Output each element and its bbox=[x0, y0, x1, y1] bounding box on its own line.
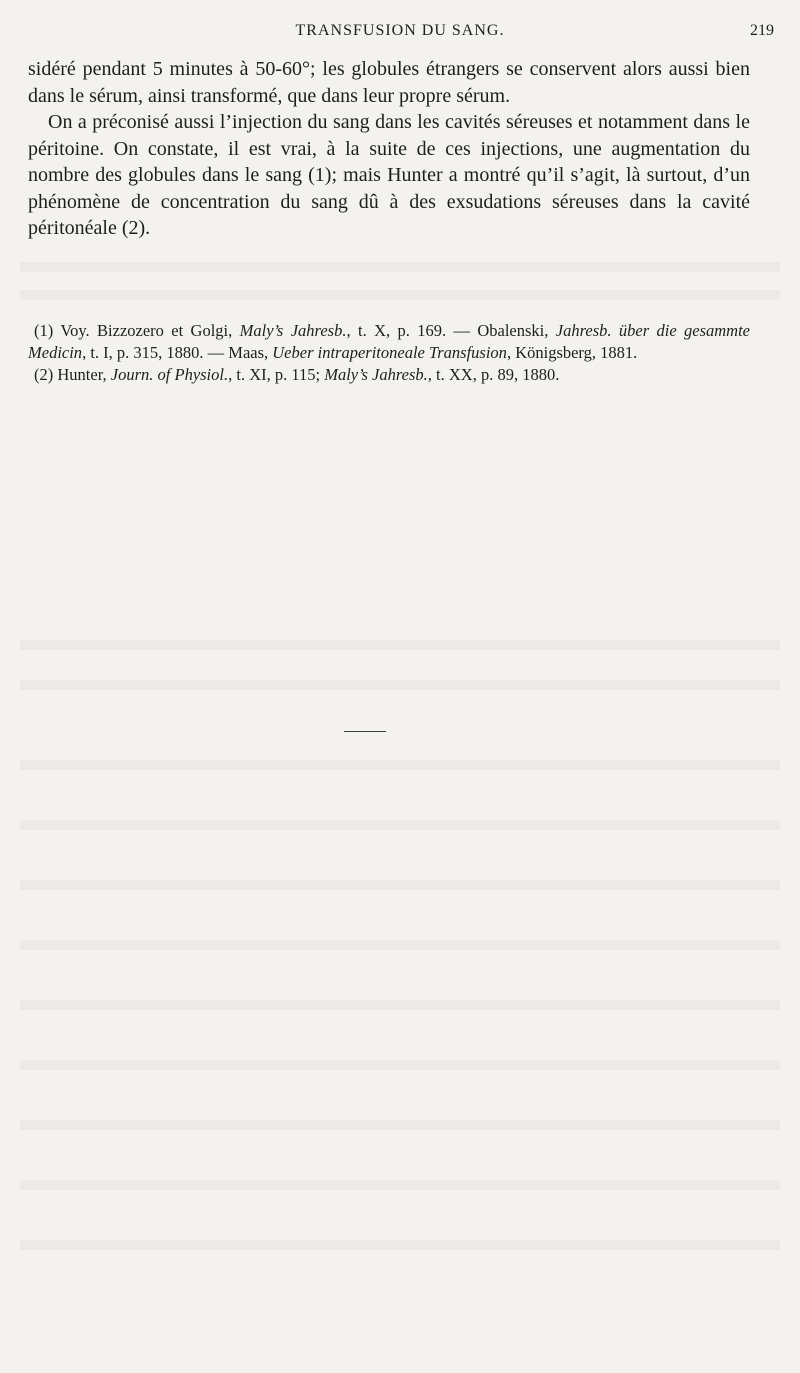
footnote-text: , t. XI, p. 115; bbox=[228, 365, 325, 384]
show-through-line bbox=[20, 262, 780, 272]
paragraph: On a préconisé aussi l’injection du sang dans les cavités séreuses et notamment dans le péritoine. On constate, il est vrai, à la suite de ces injections, une augmentation du nombre des globules dans le sang (1); mais Hunter a montré qu’il s’agit, là surtout, d’un phénomène de concentration du sang dû à des exsudations séreuses dans la cavité péritonéale (2). bbox=[28, 111, 750, 239]
show-through-line bbox=[20, 940, 780, 950]
footnote-title: Ueber intraperitoneale Transfusion bbox=[272, 343, 507, 362]
show-through-line bbox=[20, 1000, 780, 1010]
show-through-line bbox=[20, 760, 780, 770]
paragraph: sidéré pendant 5 minutes à 50-60°; les globules étrangers se conservent alors aussi bien dans le sérum, ainsi transformé, que dans leur propre sérum. bbox=[28, 58, 750, 107]
footnote-title: Journ. of Physiol. bbox=[110, 365, 229, 384]
show-through-line bbox=[20, 820, 780, 830]
footnote-title: Jahresb. über die gesammte Medicin bbox=[28, 321, 751, 362]
show-through-line bbox=[20, 1180, 780, 1190]
running-head bbox=[24, 18, 776, 44]
footnote-text: , t. X, p. 169. — Obalenski, bbox=[346, 321, 556, 340]
section-separator bbox=[344, 731, 386, 732]
footnote-text: , t. I, p. 315, 1880. — Maas, bbox=[82, 343, 273, 362]
footnote-text: , t. XX, p. 89, 1880. bbox=[427, 365, 560, 384]
footnote-2 bbox=[28, 364, 750, 386]
body-text bbox=[28, 56, 750, 242]
running-title: TRANSFUSION DU SANG. bbox=[295, 22, 505, 39]
footnote-title: Maly’s Jahresb. bbox=[239, 321, 347, 340]
show-through-line bbox=[20, 1240, 780, 1250]
show-through-line bbox=[20, 290, 780, 300]
show-through-line bbox=[20, 1060, 780, 1070]
footnote-title: Maly’s Jahresb. bbox=[324, 365, 428, 384]
show-through-line bbox=[20, 1120, 780, 1130]
footnote-text: (1) Voy. Bizzozero et Golgi, bbox=[34, 321, 240, 340]
footnote-1 bbox=[28, 320, 750, 364]
show-through-line bbox=[20, 880, 780, 890]
show-through-line bbox=[20, 640, 780, 650]
footnote-text: (2) Hunter, bbox=[34, 365, 111, 384]
page-number: 219 bbox=[750, 22, 774, 39]
show-through-line bbox=[20, 680, 780, 690]
footnote-text: , Königsberg, 1881. bbox=[506, 343, 638, 362]
footnotes bbox=[28, 320, 750, 386]
